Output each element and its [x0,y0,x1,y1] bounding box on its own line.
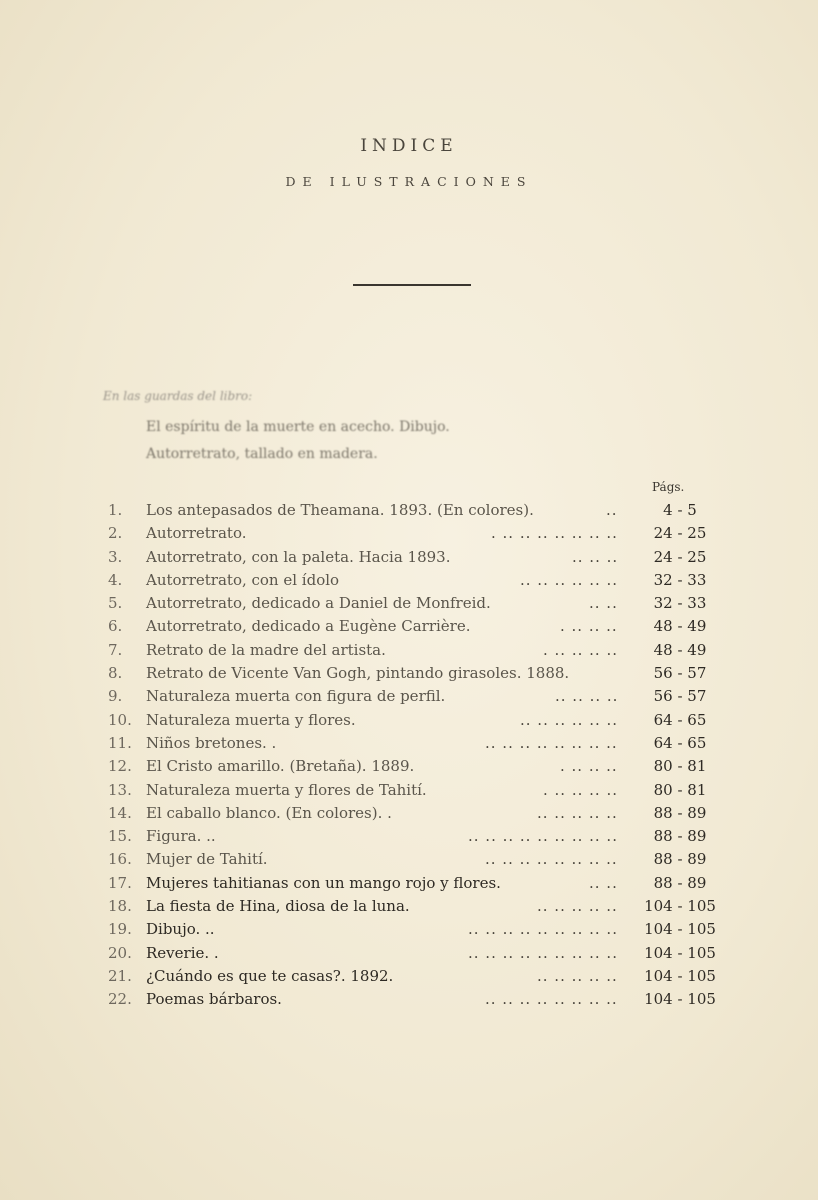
item-label: Mujeres tahitianas con un mango rojo y flores. [146,873,501,892]
list-item [0,569,818,592]
list-item [0,848,818,871]
item-leader-dots: .. .. .. .. .. .. [520,570,619,589]
list-item [0,779,818,802]
list-item [0,942,818,965]
item-label: Figura. .. [146,827,216,846]
item-number: 17. [108,873,132,892]
item-pages: 24 - 25 [653,524,707,543]
item-label: Niños bretones. . [146,733,277,752]
item-label: Autorretrato, con el ídolo [146,570,340,589]
item-label: ¿Cuándo es que te casas?. 1892. [146,966,394,985]
item-pages: 104 - 105 [644,897,716,916]
item-leader-dots: .. .. .. .. .. .. .. .. [485,990,618,1009]
page-title: INDICE [360,136,458,156]
item-leader-dots: . .. .. .. [560,757,618,776]
item-label: Naturaleza muerta y flores de Tahití. [146,780,427,799]
list-item [0,662,818,685]
list-item [0,988,818,1011]
item-label: Dibujo. .. [146,920,215,939]
item-number: 7. [108,640,123,659]
item-pages: 88 - 89 [653,803,707,822]
item-number: 6. [108,617,123,636]
item-pages: 88 - 89 [653,850,707,869]
list-item [0,802,818,825]
item-pages: 104 - 105 [644,966,716,985]
item-number: 16. [108,850,132,869]
item-label: Autorretrato, dedicado a Daniel de Monfreid. [146,594,491,613]
item-leader-dots: .. .. .. .. .. .. .. .. [485,850,618,869]
item-leader-dots: .. [606,501,618,519]
item-number: 21. [108,966,132,985]
list-item [0,639,818,662]
list-item [0,895,818,918]
item-leader-dots: . .. .. .. .. [543,780,618,799]
pages-column-header: Págs. [652,480,685,494]
item-pages: 64 - 65 [653,733,707,752]
item-label: Poemas bárbaros. [146,990,282,1009]
item-leader-dots: .. .. .. .. .. [537,803,618,822]
item-label: Mujer de Tahití. [146,850,268,869]
guard-intro: En las guardas del libro: [103,389,253,403]
item-pages: 88 - 89 [653,827,707,846]
item-number: 5. [108,594,123,613]
guard-line: Autorretrato, tallado en madera. [146,446,378,462]
item-label: Naturaleza muerta con figura de perfil. [146,687,446,706]
list-item [0,872,818,895]
list-item [0,546,818,569]
item-label: Reverie. . [146,943,219,962]
item-label: Autorretrato. [146,524,247,543]
item-leader-dots: . .. .. .. .. [543,640,618,659]
item-number: 13. [108,780,132,799]
list-item [0,732,818,755]
item-leader-dots: .. .. .. .. .. .. .. .. .. [468,920,618,939]
item-pages: 56 - 57 [653,687,707,706]
item-number: 15. [108,827,132,846]
item-number: 2. [108,524,123,543]
list-item [0,709,818,732]
list-item [0,499,818,522]
item-label: El Cristo amarillo. (Bretaña). 1889. [146,757,415,776]
item-number: 8. [108,664,123,683]
item-label: Naturaleza muerta y flores. [146,710,356,729]
item-number: 19. [108,920,132,939]
item-label: Autorretrato, dedicado a Eugène Carrière. [146,617,471,636]
item-leader-dots: .. .. [589,594,618,613]
item-number: 11. [108,733,132,752]
item-leader-dots: . .. .. .. .. .. .. .. [491,524,618,543]
item-leader-dots: .. .. [589,873,618,892]
page-subtitle: DE ILUSTRACIONES [285,174,533,189]
item-pages: 56 - 57 [653,664,707,683]
list-item [0,522,818,545]
list-item [0,755,818,778]
item-pages: 104 - 105 [644,920,716,939]
item-number: 18. [108,897,132,916]
item-pages: 4 - 5 [663,501,697,519]
item-label: El caballo blanco. (En colores). . [146,803,392,822]
list-item [0,918,818,941]
item-leader-dots: .. .. .. .. .. .. [520,710,619,729]
item-label: Retrato de la madre del artista. [146,640,386,659]
item-leader-dots: .. .. .. .. .. .. .. .. .. [468,943,618,962]
item-number: 1. [108,501,123,519]
item-pages: 80 - 81 [653,780,707,799]
item-pages: 24 - 25 [653,547,707,566]
list-item [0,965,818,988]
item-pages: 104 - 105 [644,943,716,962]
item-leader-dots: .. .. .. .. .. .. .. .. [485,733,618,752]
item-leader-dots: .. .. .. [572,547,619,566]
item-pages: 32 - 33 [653,570,707,589]
item-pages: 48 - 49 [653,617,707,636]
item-label: Los antepasados de Theamana. 1893. (En colores). [146,501,534,519]
item-label: La fiesta de Hina, diosa de la luna. [146,897,410,916]
item-number: 22. [108,990,132,1009]
item-pages: 88 - 89 [653,873,707,892]
item-pages: 104 - 105 [644,990,716,1009]
title-divider [353,284,471,286]
item-leader-dots: .. .. .. .. .. [537,966,618,985]
item-number: 12. [108,757,132,776]
item-leader-dots: .. .. .. .. .. [537,897,618,916]
guard-line: El espíritu de la muerte en acecho. Dibujo. [146,419,450,435]
list-item [0,685,818,708]
item-pages: 64 - 65 [653,710,707,729]
item-label: Autorretrato, con la paleta. Hacia 1893. [146,547,451,566]
item-leader-dots: . .. .. .. [560,617,618,636]
item-leader-dots: .. .. .. .. .. .. .. .. .. [468,827,618,846]
item-number: 10. [108,710,132,729]
item-number: 4. [108,570,123,589]
item-number: 9. [108,687,123,706]
list-item [0,615,818,638]
item-leader-dots: .. .. .. .. [555,687,619,706]
item-number: 3. [108,547,123,566]
item-pages: 48 - 49 [653,640,707,659]
illustrations-list [0,499,818,1012]
item-label: Retrato de Vicente Van Gogh, pintando girasoles. 1888. [146,664,570,683]
item-pages: 32 - 33 [653,594,707,613]
list-item [0,825,818,848]
list-item [0,592,818,615]
item-pages: 80 - 81 [653,757,707,776]
item-number: 14. [108,803,132,822]
item-number: 20. [108,943,132,962]
